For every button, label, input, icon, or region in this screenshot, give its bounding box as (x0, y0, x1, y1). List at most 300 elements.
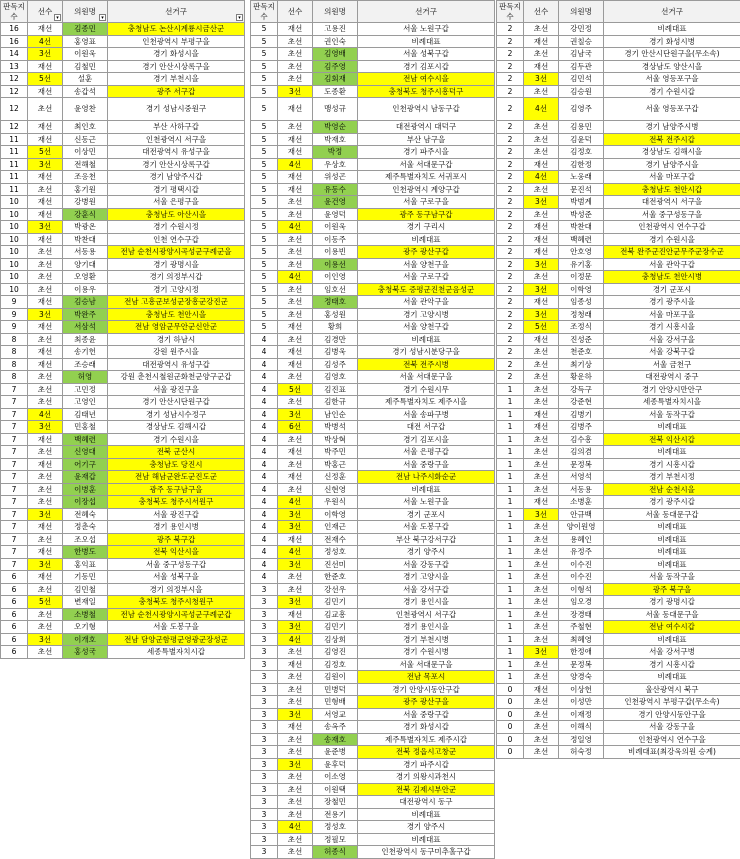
cell-terms[interactable]: 재선 (28, 296, 63, 309)
cell-district[interactable]: 서울 마포구갑 (604, 171, 740, 184)
cell-terms[interactable]: 4선 (278, 633, 313, 646)
cell-member[interactable]: 오영환 (63, 271, 108, 284)
cell-seats[interactable]: 3 (251, 683, 278, 696)
cell-seats[interactable]: 5 (251, 98, 278, 121)
cell-seats[interactable]: 3 (251, 633, 278, 646)
cell-member[interactable]: 박광온 (63, 221, 108, 234)
cell-seats[interactable]: 5 (251, 121, 278, 134)
cell-district[interactable]: 서울 도봉구갑 (358, 521, 495, 534)
cell-member[interactable]: 유동수 (313, 183, 358, 196)
cell-seats[interactable]: 7 (1, 483, 28, 496)
cell-terms[interactable]: 초선 (278, 208, 313, 221)
cell-seats[interactable]: 4 (251, 508, 278, 521)
cell-district[interactable]: 울산광역시 북구 (604, 683, 740, 696)
cell-terms[interactable]: 초선 (524, 121, 559, 134)
cell-district[interactable]: 경기 파주시을 (358, 146, 495, 159)
header-seats[interactable] (251, 1, 278, 23)
table-row[interactable] (251, 521, 495, 534)
cell-member[interactable]: 홍기원 (63, 183, 108, 196)
cell-seats[interactable]: 4 (251, 483, 278, 496)
cell-terms[interactable]: 초선 (28, 371, 63, 384)
cell-member[interactable]: 윤건영 (313, 196, 358, 209)
cell-terms[interactable]: 3선 (28, 158, 63, 171)
cell-terms[interactable]: 초선 (524, 458, 559, 471)
cell-terms[interactable]: 3선 (28, 558, 63, 571)
cell-terms[interactable]: 초선 (278, 671, 313, 684)
cell-member[interactable]: 한병도 (63, 546, 108, 559)
cell-terms[interactable]: 3선 (28, 421, 63, 434)
table-row[interactable] (497, 133, 740, 146)
cell-district[interactable]: 서울 동작구을 (604, 571, 740, 584)
cell-district[interactable]: 비례대표 (604, 521, 740, 534)
cell-seats[interactable]: 3 (251, 721, 278, 734)
cell-member[interactable]: 이원욱 (63, 48, 108, 61)
cell-member[interactable]: 서영석 (559, 471, 604, 484)
table-row[interactable] (1, 471, 245, 484)
cell-member[interactable]: 정성호 (313, 821, 358, 834)
table-row[interactable] (251, 646, 495, 659)
cell-terms[interactable]: 재선 (524, 496, 559, 509)
cell-terms[interactable]: 초선 (524, 371, 559, 384)
cell-terms[interactable]: 초선 (28, 496, 63, 509)
cell-seats[interactable]: 1 (497, 558, 524, 571)
table-row[interactable] (1, 208, 245, 221)
cell-terms[interactable]: 초선 (28, 608, 63, 621)
cell-terms[interactable]: 4선 (28, 35, 63, 48)
cell-district[interactable]: 서울 관악구갑 (604, 258, 740, 271)
table-row[interactable] (497, 408, 740, 421)
cell-member[interactable]: 김승남 (63, 296, 108, 309)
cell-member[interactable]: 김병욱 (313, 346, 358, 359)
table-row[interactable] (497, 85, 740, 98)
cell-district[interactable]: 비례대표 (358, 833, 495, 846)
table-row[interactable] (1, 646, 245, 659)
table-row[interactable] (251, 146, 495, 159)
cell-member[interactable]: 정필모 (313, 833, 358, 846)
table-row[interactable] (251, 771, 495, 784)
table-row[interactable] (497, 271, 740, 284)
cell-seats[interactable]: 5 (251, 208, 278, 221)
cell-terms[interactable]: 4선 (278, 546, 313, 559)
cell-member[interactable]: 우상호 (313, 158, 358, 171)
cell-district[interactable]: 경기 안산시상록구을 (108, 60, 245, 73)
table-row[interactable] (497, 683, 740, 696)
table-row[interactable] (1, 346, 245, 359)
cell-seats[interactable]: 4 (251, 383, 278, 396)
table-row[interactable] (1, 85, 245, 98)
cell-seats[interactable]: 6 (1, 596, 28, 609)
cell-terms[interactable]: 4선 (524, 98, 559, 121)
cell-terms[interactable]: 초선 (28, 183, 63, 196)
cell-member[interactable]: 권칠승 (559, 35, 604, 48)
table-row[interactable] (1, 121, 245, 134)
table-row[interactable] (497, 496, 740, 509)
cell-member[interactable]: 김영배 (313, 48, 358, 61)
header-member[interactable] (559, 1, 604, 23)
cell-seats[interactable]: 1 (497, 546, 524, 559)
table-row[interactable] (1, 283, 245, 296)
cell-district[interactable]: 경기 시흥시갑 (604, 658, 740, 671)
cell-member[interactable]: 변재일 (63, 596, 108, 609)
cell-member[interactable]: 기동민 (63, 571, 108, 584)
cell-seats[interactable]: 7 (1, 558, 28, 571)
cell-district[interactable]: 경기 의정부시갑 (108, 271, 245, 284)
cell-member[interactable]: 이재정 (559, 708, 604, 721)
cell-member[interactable]: 서삼석 (63, 321, 108, 334)
cell-member[interactable]: 김종민 (63, 23, 108, 36)
cell-seats[interactable]: 1 (497, 508, 524, 521)
cell-district[interactable]: 경기 구리시 (358, 221, 495, 234)
cell-district[interactable]: 경기 성남시수정구 (108, 408, 245, 421)
cell-member[interactable]: 안규백 (559, 508, 604, 521)
cell-district[interactable]: 경기 의왕시과천시 (358, 771, 495, 784)
cell-terms[interactable]: 초선 (524, 671, 559, 684)
cell-terms[interactable]: 초선 (278, 646, 313, 659)
cell-district[interactable]: 서울 구로구갑 (358, 271, 495, 284)
cell-seats[interactable]: 2 (497, 85, 524, 98)
cell-member[interactable]: 김병기 (559, 408, 604, 421)
cell-terms[interactable]: 초선 (278, 746, 313, 759)
cell-member[interactable]: 김병주 (559, 421, 604, 434)
cell-district[interactable]: 서울 송파구병 (358, 408, 495, 421)
cell-seats[interactable]: 7 (1, 408, 28, 421)
cell-terms[interactable]: 3선 (278, 596, 313, 609)
cell-district[interactable]: 경기 화성시병 (604, 35, 740, 48)
cell-district[interactable]: 서울 성북구갑 (358, 48, 495, 61)
cell-district[interactable]: 경기 김포시갑 (358, 60, 495, 73)
cell-seats[interactable]: 2 (497, 48, 524, 61)
cell-terms[interactable]: 3선 (278, 408, 313, 421)
cell-district[interactable]: 경기 평택시갑 (108, 183, 245, 196)
cell-member[interactable]: 박성준 (559, 208, 604, 221)
table-row[interactable] (497, 583, 740, 596)
cell-seats[interactable]: 5 (251, 258, 278, 271)
table-row[interactable] (251, 446, 495, 459)
cell-member[interactable]: 이형석 (559, 583, 604, 596)
cell-seats[interactable]: 7 (1, 396, 28, 409)
cell-seats[interactable]: 2 (497, 171, 524, 184)
cell-district[interactable]: 경기 광주시갑 (604, 496, 740, 509)
table-row[interactable] (1, 633, 245, 646)
cell-terms[interactable]: 재선 (278, 721, 313, 734)
table-row[interactable] (251, 783, 495, 796)
cell-member[interactable]: 김회재 (313, 73, 358, 86)
table-row[interactable] (1, 583, 245, 596)
cell-district[interactable]: 인천광역시 남동구갑 (358, 98, 495, 121)
cell-seats[interactable]: 2 (497, 146, 524, 159)
cell-seats[interactable]: 4 (251, 408, 278, 421)
cell-member[interactable]: 백혜련 (63, 433, 108, 446)
cell-district[interactable]: 인천광역시 서구을 (108, 133, 245, 146)
table-row[interactable] (251, 208, 495, 221)
cell-seats[interactable]: 3 (251, 708, 278, 721)
table-row[interactable] (251, 821, 495, 834)
cell-terms[interactable]: 초선 (278, 60, 313, 73)
cell-district[interactable]: 전남 여수시을 (358, 73, 495, 86)
cell-member[interactable]: 고용진 (313, 23, 358, 36)
cell-terms[interactable]: 3선 (278, 508, 313, 521)
table-row[interactable] (497, 35, 740, 48)
cell-terms[interactable]: 재선 (28, 546, 63, 559)
table-row[interactable] (251, 296, 495, 309)
cell-member[interactable]: 박상혁 (313, 433, 358, 446)
cell-district[interactable]: 전북 정읍시고창군 (358, 746, 495, 759)
cell-terms[interactable]: 4선 (278, 158, 313, 171)
cell-seats[interactable]: 1 (497, 658, 524, 671)
cell-member[interactable]: 김주영 (313, 60, 358, 73)
cell-member[interactable]: 박찬대 (63, 233, 108, 246)
cell-seats[interactable]: 12 (1, 121, 28, 134)
cell-seats[interactable]: 1 (497, 433, 524, 446)
table-row[interactable] (497, 333, 740, 346)
cell-terms[interactable]: 재선 (28, 521, 63, 534)
cell-member[interactable]: 설훈 (63, 73, 108, 86)
cell-member[interactable]: 이학영 (313, 508, 358, 521)
cell-terms[interactable]: 초선 (524, 558, 559, 571)
cell-seats[interactable]: 1 (497, 421, 524, 434)
cell-terms[interactable]: 재선 (524, 221, 559, 234)
cell-terms[interactable]: 재선 (278, 183, 313, 196)
cell-district[interactable]: 제주특별자치도 서귀포시 (358, 171, 495, 184)
cell-district[interactable]: 경기 고양시정 (108, 283, 245, 296)
cell-seats[interactable]: 0 (497, 683, 524, 696)
cell-terms[interactable]: 3선 (278, 708, 313, 721)
cell-seats[interactable]: 4 (251, 458, 278, 471)
cell-seats[interactable]: 3 (251, 808, 278, 821)
table-row[interactable] (251, 258, 495, 271)
cell-district[interactable]: 경기 부천시병 (358, 633, 495, 646)
cell-district[interactable]: 경기 성남시중원구 (108, 98, 245, 121)
cell-member[interactable]: 박주민 (313, 446, 358, 459)
cell-terms[interactable]: 초선 (524, 521, 559, 534)
cell-seats[interactable]: 7 (1, 508, 28, 521)
cell-member[interactable]: 이해식 (559, 721, 604, 734)
cell-seats[interactable]: 10 (1, 196, 28, 209)
cell-member[interactable]: 오기형 (63, 621, 108, 634)
cell-seats[interactable]: 1 (497, 383, 524, 396)
cell-member[interactable]: 신정훈 (313, 471, 358, 484)
table-row[interactable] (1, 233, 245, 246)
cell-member[interactable]: 윤준병 (313, 746, 358, 759)
table-row[interactable] (497, 546, 740, 559)
cell-district[interactable]: 서울 강동구갑 (358, 558, 495, 571)
table-row[interactable] (497, 346, 740, 359)
cell-district[interactable]: 경기 고양시병 (358, 308, 495, 321)
cell-seats[interactable]: 5 (251, 23, 278, 36)
cell-terms[interactable]: 초선 (278, 371, 313, 384)
table-row[interactable] (251, 658, 495, 671)
cell-district[interactable]: 전남 순천시광양시곡성군구례군갑 (108, 608, 245, 621)
table-row[interactable] (1, 196, 245, 209)
cell-seats[interactable]: 5 (251, 48, 278, 61)
cell-member[interactable]: 서영교 (313, 708, 358, 721)
cell-seats[interactable]: 16 (1, 23, 28, 36)
cell-terms[interactable]: 초선 (524, 133, 559, 146)
cell-seats[interactable]: 4 (251, 358, 278, 371)
cell-member[interactable]: 이용빈 (313, 246, 358, 259)
cell-terms[interactable]: 초선 (524, 183, 559, 196)
cell-district[interactable]: 전북 완주군진안군무주군장수군 (604, 246, 740, 259)
cell-member[interactable]: 신동근 (63, 133, 108, 146)
cell-terms[interactable]: 4선 (278, 821, 313, 834)
cell-terms[interactable]: 재선 (28, 346, 63, 359)
table-row[interactable] (251, 23, 495, 36)
cell-member[interactable]: 한정애 (559, 646, 604, 659)
cell-member[interactable]: 황운하 (559, 371, 604, 384)
table-row[interactable] (497, 571, 740, 584)
cell-seats[interactable]: 2 (497, 158, 524, 171)
cell-seats[interactable]: 5 (251, 85, 278, 98)
cell-member[interactable]: 김정호 (559, 146, 604, 159)
cell-seats[interactable]: 4 (251, 558, 278, 571)
cell-seats[interactable]: 1 (497, 521, 524, 534)
cell-seats[interactable]: 0 (497, 696, 524, 709)
cell-terms[interactable]: 3선 (524, 646, 559, 659)
cell-seats[interactable]: 2 (497, 358, 524, 371)
cell-member[interactable]: 주철현 (559, 621, 604, 634)
cell-terms[interactable]: 초선 (28, 621, 63, 634)
table-row[interactable] (497, 171, 740, 184)
cell-terms[interactable]: 초선 (278, 796, 313, 809)
cell-terms[interactable]: 초선 (278, 833, 313, 846)
cell-member[interactable]: 조응천 (63, 171, 108, 184)
cell-terms[interactable]: 재선 (278, 471, 313, 484)
cell-seats[interactable]: 2 (497, 183, 524, 196)
cell-member[interactable]: 김민기 (313, 621, 358, 634)
cell-terms[interactable]: 초선 (28, 483, 63, 496)
cell-member[interactable]: 김영호 (313, 371, 358, 384)
cell-member[interactable]: 문정복 (559, 458, 604, 471)
cell-terms[interactable]: 재선 (28, 121, 63, 134)
table-row[interactable] (497, 746, 740, 759)
cell-member[interactable]: 조승래 (63, 358, 108, 371)
cell-district[interactable]: 경기 수원시정 (108, 221, 245, 234)
table-row[interactable] (497, 283, 740, 296)
cell-seats[interactable]: 2 (497, 208, 524, 221)
table-row[interactable] (1, 358, 245, 371)
cell-member[interactable]: 박정 (313, 146, 358, 159)
table-row[interactable] (1, 371, 245, 384)
cell-member[interactable]: 송기헌 (63, 346, 108, 359)
cell-seats[interactable]: 3 (251, 846, 278, 859)
cell-terms[interactable]: 초선 (278, 733, 313, 746)
cell-district[interactable]: 경기 성남시분당구을 (358, 346, 495, 359)
cell-seats[interactable]: 11 (1, 183, 28, 196)
cell-seats[interactable]: 2 (497, 23, 524, 36)
cell-terms[interactable]: 3선 (278, 621, 313, 634)
cell-seats[interactable]: 6 (1, 621, 28, 634)
cell-member[interactable]: 강득구 (559, 383, 604, 396)
cell-district[interactable]: 서울 영등포구갑 (604, 98, 740, 121)
cell-member[interactable]: 이상민 (63, 146, 108, 159)
cell-district[interactable]: 경기 수원시을 (108, 433, 245, 446)
table-row[interactable] (251, 283, 495, 296)
cell-terms[interactable]: 초선 (524, 208, 559, 221)
cell-seats[interactable]: 1 (497, 596, 524, 609)
cell-seats[interactable]: 5 (251, 73, 278, 86)
cell-seats[interactable]: 3 (251, 671, 278, 684)
table-row[interactable] (497, 658, 740, 671)
cell-district[interactable]: 경기 용인시을 (358, 621, 495, 634)
cell-district[interactable]: 경기 수원시병 (358, 646, 495, 659)
table-row[interactable] (1, 383, 245, 396)
cell-member[interactable]: 김용민 (559, 121, 604, 134)
table-row[interactable] (1, 48, 245, 61)
cell-terms[interactable]: 초선 (524, 446, 559, 459)
cell-seats[interactable]: 7 (1, 546, 28, 559)
cell-terms[interactable]: 재선 (28, 233, 63, 246)
cell-seats[interactable]: 3 (251, 833, 278, 846)
cell-terms[interactable]: 재선 (28, 133, 63, 146)
cell-district[interactable]: 강원 원주시을 (108, 346, 245, 359)
table-row[interactable] (1, 246, 245, 259)
cell-district[interactable]: 대전광역시 유성구을 (108, 146, 245, 159)
table-row[interactable] (497, 533, 740, 546)
cell-seats[interactable]: 3 (251, 583, 278, 596)
cell-district[interactable]: 부산 사하구갑 (108, 121, 245, 134)
cell-district[interactable]: 경기 안산시단원구을(무소속) (604, 48, 740, 61)
cell-district[interactable]: 경기 남양주시갑 (108, 171, 245, 184)
cell-seats[interactable]: 3 (251, 608, 278, 621)
cell-member[interactable]: 김윤덕 (559, 133, 604, 146)
table-row[interactable] (1, 596, 245, 609)
cell-terms[interactable]: 3선 (524, 508, 559, 521)
cell-member[interactable]: 윤영덕 (313, 208, 358, 221)
cell-terms[interactable]: 초선 (28, 471, 63, 484)
table-row[interactable] (251, 846, 495, 859)
cell-member[interactable]: 전해철 (63, 158, 108, 171)
table-row[interactable] (251, 408, 495, 421)
table-row[interactable] (251, 671, 495, 684)
cell-member[interactable]: 강병원 (63, 196, 108, 209)
cell-district[interactable]: 비례대표 (358, 233, 495, 246)
cell-district[interactable]: 인천광역시 연수구을 (604, 733, 740, 746)
cell-terms[interactable]: 초선 (524, 596, 559, 609)
cell-terms[interactable]: 초선 (28, 383, 63, 396)
cell-member[interactable]: 이학영 (559, 283, 604, 296)
table-row[interactable] (497, 633, 740, 646)
table-row[interactable] (251, 696, 495, 709)
cell-member[interactable]: 송갑석 (63, 85, 108, 98)
table-row[interactable] (251, 533, 495, 546)
cell-member[interactable]: 김정호 (313, 658, 358, 671)
cell-terms[interactable]: 초선 (278, 308, 313, 321)
cell-terms[interactable]: 3선 (28, 221, 63, 234)
table-row[interactable] (251, 358, 495, 371)
table-row[interactable] (251, 433, 495, 446)
table-row[interactable] (251, 421, 495, 434)
cell-member[interactable]: 홍성원 (313, 308, 358, 321)
cell-district[interactable]: 충청북도 증평군진천군음성군 (358, 283, 495, 296)
table-row[interactable] (251, 171, 495, 184)
cell-district[interactable]: 서울 서대문구갑 (358, 158, 495, 171)
cell-seats[interactable]: 12 (1, 85, 28, 98)
cell-district[interactable]: 서울 광진구을 (108, 383, 245, 396)
cell-seats[interactable]: 3 (251, 658, 278, 671)
cell-member[interactable]: 인재근 (313, 521, 358, 534)
cell-seats[interactable]: 0 (497, 733, 524, 746)
cell-district[interactable]: 비례대표 (358, 808, 495, 821)
cell-district[interactable]: 대전 서구갑 (358, 421, 495, 434)
table-row[interactable] (1, 35, 245, 48)
cell-district[interactable]: 서울 마포구을 (604, 308, 740, 321)
cell-district[interactable]: 대전광역시 대덕구 (358, 121, 495, 134)
cell-district[interactable]: 전남 담양군함평군영광군장성군 (108, 633, 245, 646)
cell-terms[interactable]: 초선 (524, 533, 559, 546)
cell-member[interactable]: 김경만 (313, 333, 358, 346)
cell-member[interactable]: 송재호 (313, 733, 358, 746)
table-row[interactable] (251, 158, 495, 171)
